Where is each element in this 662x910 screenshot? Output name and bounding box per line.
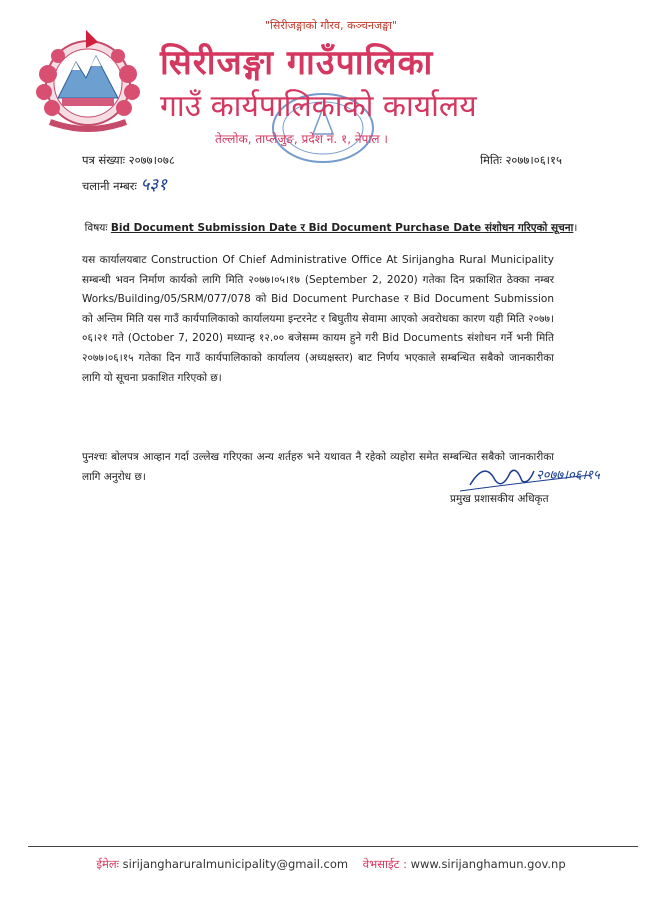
signature-date-handwritten: २०७७।०६।१५ [536, 468, 600, 483]
office-name: गाउँ कार्यपालिकाको कार्यालय [160, 89, 477, 124]
office-address: तेल्लोक, ताप्लेजुङ, प्रदेश नं. १, नेपाल । [215, 132, 388, 146]
subject-text-c: Bid Document Purchase Date [308, 222, 482, 234]
reference-label: पत्र संख्याः [82, 153, 126, 167]
motto: "सिरीजङ्गाको गौरव, कञ्चनजङ्घा" [264, 19, 398, 32]
subject-end: । [573, 222, 578, 234]
letter-date [480, 153, 562, 168]
subject-text-d: संशोधन गरिएको सूचना [481, 222, 574, 234]
notice-postscript: पुनश्चः बोलपत्र आव्हान गर्दा उल्लेख गरिएका अन्य शर्तहरु भने यथावत नै रहेको व्यहोरा समेत सम्बन्धित सबैको जानकारीका लागि अनुरोध छ। [82, 451, 554, 483]
subject-text-b: र [296, 222, 309, 234]
municipality-name: सिरीजङ्गा गाउँपालिका [160, 43, 434, 83]
subject-text-a: Bid Document Submission Date [110, 222, 297, 234]
reference-number [82, 153, 175, 168]
footer-divider [28, 846, 638, 847]
dispatch-value-handwritten: ५३१ [140, 175, 167, 195]
email-label: ईमेलः [96, 857, 119, 871]
notice-body: यस कार्यालयबाट Construction Of Chief Administrative Office At Sirijangha Rural Municipality सम्बन्धी भवन निर्माण कार्यको लागि मिति २०७७।०५।१७ (September 2, 2020) गतेका दिन प्रकाशित ठेक्का नम्बर Works/Building/05/SRM/077/078 को Bid Document Purchase र Bid Document Submission को अन्तिम मिति यस गाउँ कार्यपालिकाको कार्यालयमा इन्टरनेट र बिघुतीय सेवामा आएको अवरोधका कारण यही मिति २०७७।०६।२१ गते (October 7, 2020) मध्यान्ह १२.०० बजेसम्म कायम हुने गरी Bid Documents संशोधन गर्ने भनी मिति २०७७।०६।१५ गतेका दिन गाउँ कार्यपालिकाको कार्यालय (अध्यक्षस्तर) बाट निर्णय भएकाले सम्बन्धित सबैको जानकारीका लागि यो सूचना प्रकाशित गरिएको छ। [82, 254, 554, 384]
website-link[interactable]: www.sirijanghamun.gov.np [410, 857, 566, 871]
government-emblem-logo [28, 26, 148, 136]
date-value: २०७७।०६।१५ [505, 153, 562, 167]
dispatch-number [82, 172, 167, 195]
dispatch-label: चलानी नम्बरः [82, 179, 137, 193]
subject-line [0, 221, 662, 235]
website-label: वेभसाईट : [362, 857, 407, 871]
signer-title: प्रमुख प्रशासकीय अधिकृत [450, 493, 549, 505]
reference-value: २०७७।०७८ [128, 153, 175, 167]
subject-label: विषयः [84, 222, 108, 234]
email-link[interactable]: sirijangharuralmunicipality@gmail.com [122, 857, 349, 871]
footer-contact [0, 857, 662, 872]
date-label: मितिः [480, 153, 502, 167]
